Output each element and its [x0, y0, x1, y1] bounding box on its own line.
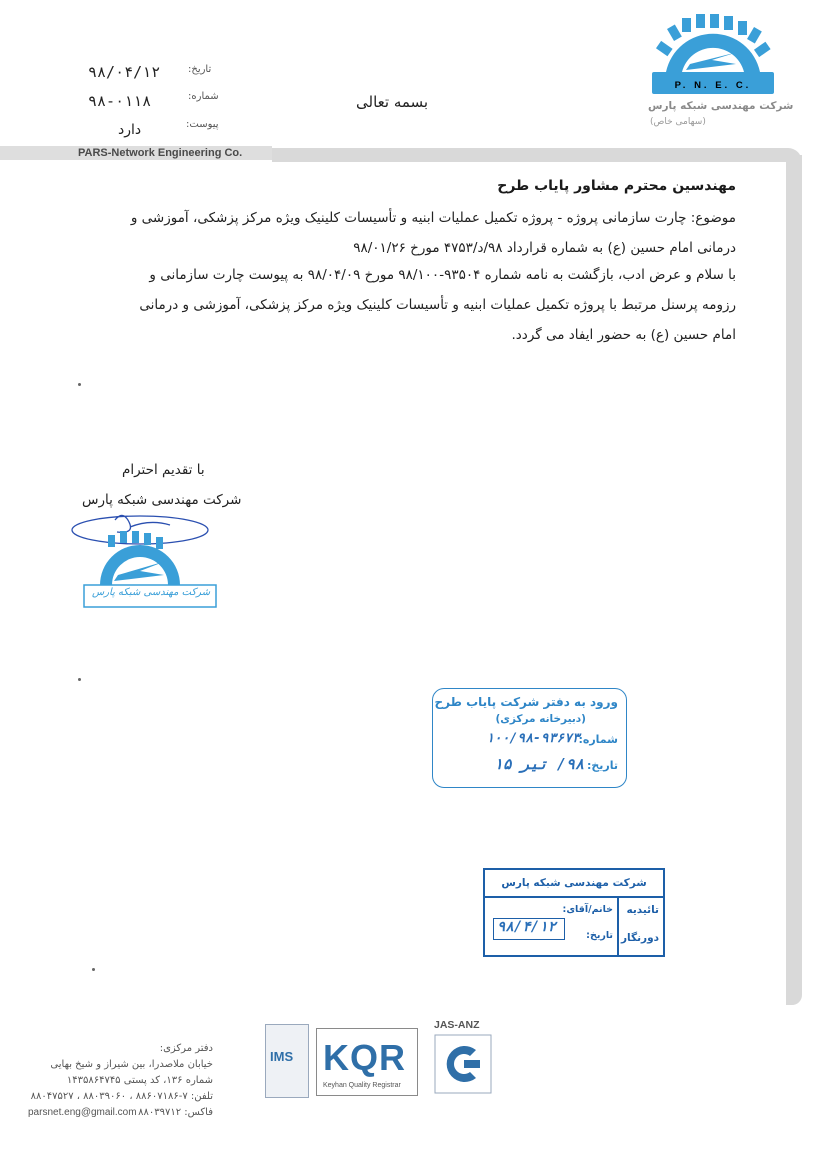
company-name-english: PARS-Network Engineering Co. — [78, 147, 243, 159]
approval-label: تائیدیه — [626, 904, 659, 916]
kqr-label: KQR — [323, 1037, 406, 1078]
closing-line: با تقدیم احترام — [122, 462, 205, 478]
person-label: خانم/آقای: — [562, 904, 613, 915]
date-label: تاریخ: — [188, 64, 212, 75]
company-name-persian: شرکت مهندسی شبکه پارس — [648, 100, 794, 112]
signature-icon — [70, 505, 220, 615]
office-phone: تلفن: ۷-۸۸۶۰۷۱۸۶ ، ۸۸۰۳۹۰۶۰ ، ۸۸۰۴۷۵۲۷ — [30, 1091, 213, 1102]
jas-anz-logo — [434, 1034, 492, 1094]
number-value: ۹۸-۰۱۱۸ — [88, 92, 152, 110]
company-logo — [652, 12, 774, 112]
approval-stamp — [483, 868, 665, 957]
body-line-3: امام حسین (ع) به حضور ایفاد می گردد. — [511, 327, 736, 343]
entry-stamp-title: ورود به دفتر شرکت پایاب طرح — [434, 695, 618, 709]
signature-and-seal — [70, 505, 220, 615]
office-fax: فاکس: ۸۸۰۳۹۷۱۲ — [138, 1107, 213, 1118]
subject-block — [56, 203, 736, 263]
attachment-value: دارد — [118, 122, 142, 138]
approval-date-label: تاریخ: — [586, 930, 613, 941]
entry-stamp-number-label: شماره: — [578, 733, 618, 746]
gear-logo-icon — [652, 12, 774, 112]
seal-text: شرکت مهندسی شبکه پارس — [92, 587, 211, 598]
page-frame-right — [786, 155, 802, 1005]
kqr-caption: Keyhan Quality Registrar — [323, 1082, 401, 1089]
company-type: (سهامی خاص) — [650, 117, 706, 127]
scan-dot — [78, 678, 81, 681]
date-value: ۹۸/۰۴/۱۲ — [88, 63, 161, 81]
scan-dot — [78, 383, 81, 386]
entry-stamp-date: ۹۸/ تیر ۱۵ — [493, 755, 584, 773]
entry-stamp-date-label: تاریخ: — [586, 759, 618, 772]
body-block — [56, 260, 736, 350]
body-line-2: رزومه پرسنل مرتبط با پروژه تکمیل عملیات ابنیه و تأسیسات کلینیک ویژه مرکز پزشکی، آموزشی و درمانی — [139, 297, 736, 313]
page-frame-top — [272, 148, 802, 162]
subject-line-1: موضوع: چارت سازمانی پروژه - پروژه تکمیل عملیات ابنیه و تأسیسات کلینیک ویژه مرکز پزشکی، آموزشی و — [130, 210, 736, 226]
body-line-1: با سلام و عرض ادب، بازگشت به نامه شماره ۹۳۵۰۴-۹۸/۱۰۰ مورخ ۹۸/۰۴/۰۹ به پیوست چارت سازمانی و — [149, 267, 736, 283]
entry-stamp-subtitle: (دبیرخانه مرکزی) — [495, 713, 586, 725]
recipient-line: مهندسین محترم مشاور پایاب طرح — [497, 178, 736, 194]
office-postal: شماره ۱۳۶، کد پستی ۱۴۳۵۸۶۴۷۴۵ — [66, 1075, 213, 1086]
approval-stamp-company: شرکت مهندسی شبکه پارس — [501, 877, 647, 889]
approval-date-value: ۹۸/۴/۱۲ — [497, 919, 557, 935]
ims-logo — [265, 1024, 309, 1098]
signatory-line: شرکت مهندسی شبکه پارس — [82, 492, 242, 508]
kqr-logo — [316, 1028, 418, 1096]
entry-stamp-number: ۱۰۰/۹۸-۹۳۶۷۳ — [486, 731, 580, 746]
office-address: خیابان ملاصدرا، بین شیراز و شیخ بهایی — [50, 1059, 213, 1070]
approval-stamp-header — [485, 870, 663, 898]
subject-line-2: درمانی امام حسین (ع) به شماره قرارداد ۹۸/د/۴۷۵۳ مورخ ۹۸/۰۱/۲۶ — [353, 240, 736, 256]
jas-anz-label: JAS-ANZ — [434, 1019, 480, 1031]
ims-label: IMS — [270, 1049, 294, 1064]
email-link[interactable]: parsnet.eng@gmail.com — [28, 1107, 137, 1118]
bismillah-heading: بسمه تعالی — [356, 93, 429, 111]
logo-letters: P. N. E. C. — [674, 80, 752, 91]
fax-label: دورنگار — [621, 932, 659, 944]
jas-anz-icon — [434, 1034, 492, 1094]
approval-stamp-side — [617, 896, 663, 955]
office-title: دفتر مرکزی: — [159, 1043, 213, 1054]
attachment-label: پیوست: — [186, 119, 219, 130]
number-label: شماره: — [188, 91, 219, 102]
entry-stamp — [432, 688, 627, 788]
scan-dot — [92, 968, 95, 971]
